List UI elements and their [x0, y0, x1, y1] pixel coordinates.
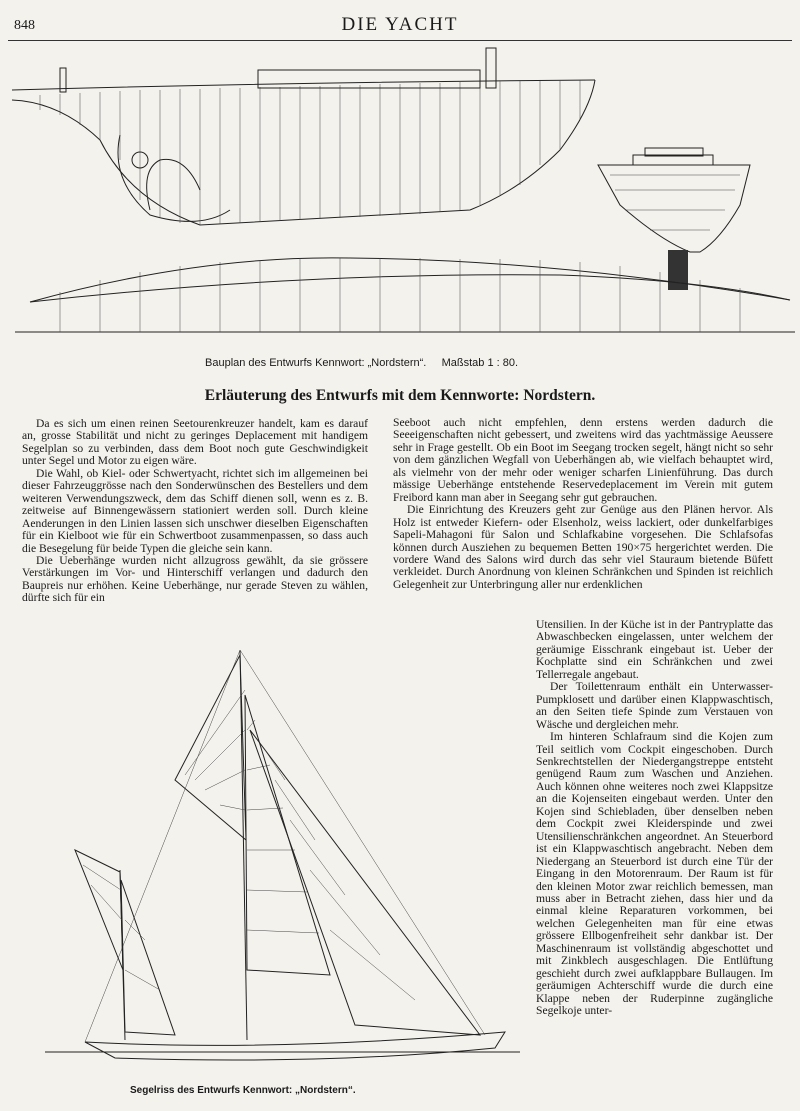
paragraph: Utensilien. In der Küche ist in der Pantryplatte das Abwaschbecken eingelassen, unter welchem der geräumige Eisschrank eingebaut ist. Ueber der Kochplatte sind ein Schränkchen und zwei Tellerregale angebaut.	[536, 618, 773, 681]
paragraph: Seeboot auch nicht empfehlen, denn erstens werden dadurch die Seeeigenschaften nicht gebessert, und zweitens wird das yachtmässige Aeussere sehr in Frage gestellt. Ob ein Boot im Seegang trocken segelt, hängt nicht so sehr von dem gänzlichen Wegfall von Ueberhängen ab, wie vielfach behauptet wird, als vielmehr von der mehr oder weniger scharfen Linienführung. Das durch mässige Ueberhänge entstehende Reservedeplacement im Verein mit gutem Freibord kann man aber in Seegang sehr gut gebrauchen.	[393, 416, 773, 504]
construction-plan-drawing	[0, 40, 800, 340]
article-title: Erläuterung des Entwurfs mit dem Kennworte: Nordstern.	[204, 387, 596, 404]
jib	[250, 730, 480, 1035]
sail-plan-drawing	[25, 640, 530, 1080]
right-column	[393, 417, 773, 591]
paragraph: Der Toilettenraum enthält ein Unterwasser-Pumpklosett und darüber einen Klappwaschtisch, an den Seiten tiefe Spinde zum Verstauen von Wäsche und dergleichen mehr.	[536, 680, 773, 731]
mainmast	[85, 650, 485, 1042]
narrow-column	[536, 619, 773, 1018]
paragraph: Im hinteren Schlafraum sind die Kojen zum Teil seitlich vom Cockpit eingeschoben. Durch Senkrechtstellen der Niedergangstreppe entsteht genügend Raum zum Waschen und Anziehen. Auch können ohne weiteres noch zwei Klappsitze an die Kojenseiten eingebaut werden. Unter den Kojen sind Schiebladen, über denselben neben dem Cockpit zwei Kleiderspinde und zwei Utensilienschränkchen angeordnet. An Steuerbord ist ein Klappwaschtisch angebracht. Neben dem Niedergang an Steuerbord ist durch eine Tür der Eingang in den Motorenraum. Der Raum ist für den kleinen Motor zwar reichlich bemessen, man muss aber in Betracht ziehen, dass hier und da einmal kleine Reparaturen vorkommen, bei welchen Gelegenheiten man für eine etwas grössere Ellbogenfreiheit sehr dankbar ist. Der Maschinenraum ist vollständig abgeschottet und mit Zinkblech ausgeschlagen. Die Entlüftung geschieht durch zwei aufklappbare Bullaugen. Im geräumigen Achterschiff wurde die durch eine Klappe neben der Ruderpinne zugängliche Segelkoje unter-	[536, 730, 773, 1018]
midship-section	[598, 148, 750, 290]
paragraph: Die Ueberhänge wurden nicht allzugross gewählt, da sie grössere Verstärkungen im Vor- und Hinterschiff verlangen und dadurch den Baupreis nur erhöhen. Keine Ueberhänge, nur gerade Steven zu wählen, dürfte sich für ein	[22, 553, 368, 605]
paragraph: Die Wahl, ob Kiel- oder Schwertyacht, richtet sich im allgemeinen bei dieser Fahrzeuggrösse nach den Sonderwünschen des Bestellers und dem weiteren Verwendungszweck, dem das Schiff dienen soll, wenn es z. B. zeitweise auf Binnengewässern stationiert werden soll. Durch kleine Aenderungen in den Linien lassen sich unschwer dieselben Eigenschaften für ein Kielboot wie für ein Schwertboot zusammenpassen, so dass auch die Besegelung für beide Typen die gleiche sein kann.	[22, 466, 368, 555]
sail-plan-caption: Segelriss des Entwurfs Kennwort: „Nordstern“.	[130, 1085, 356, 1096]
paragraph: Die Einrichtung des Kreuzers geht zur Genüge aus den Plänen hervor. Als Holz ist entweder Kiefern- oder Elsenholz, weiss lackiert, oder dunkelfarbiges Sapeli-Mahagoni für Salon und Schlafkabine vorgesehen. Die Schlafsofas können durch Ausziehen zu bequemen Betten 190×75 hergerichtet werden. Die vordere Wand des Salons wird durch das sehr viel Stauraum bietende Büfett verkleidet. Durch Anordnung von kleinen Schränkchen und Spinden ist reichlich Gelegenheit zur Unterbringung aller nur erdenklichen	[393, 503, 773, 591]
construction-plan-caption: Bauplan des Entwurfs Kennwort: „Nordstern“. Maßstab 1 : 80.	[205, 357, 519, 369]
page-number: 848	[14, 18, 35, 33]
hull	[45, 1032, 520, 1060]
hull-profile	[12, 48, 595, 225]
left-column	[22, 418, 368, 605]
mizzen	[75, 850, 175, 1040]
gaff-topsail	[175, 655, 246, 840]
running-title: DIE YACHT	[341, 14, 459, 35]
paragraph: Da es sich um einen reinen Seetourenkreuzer handelt, kam es darauf an, grosse Stabilität und nicht zu geringes Deplacement mit handigem Segelplan so zu verbinden, dass dem Boot noch gute Geschwindigkeit unter Segel und Motor zu eigen wäre.	[22, 417, 368, 468]
